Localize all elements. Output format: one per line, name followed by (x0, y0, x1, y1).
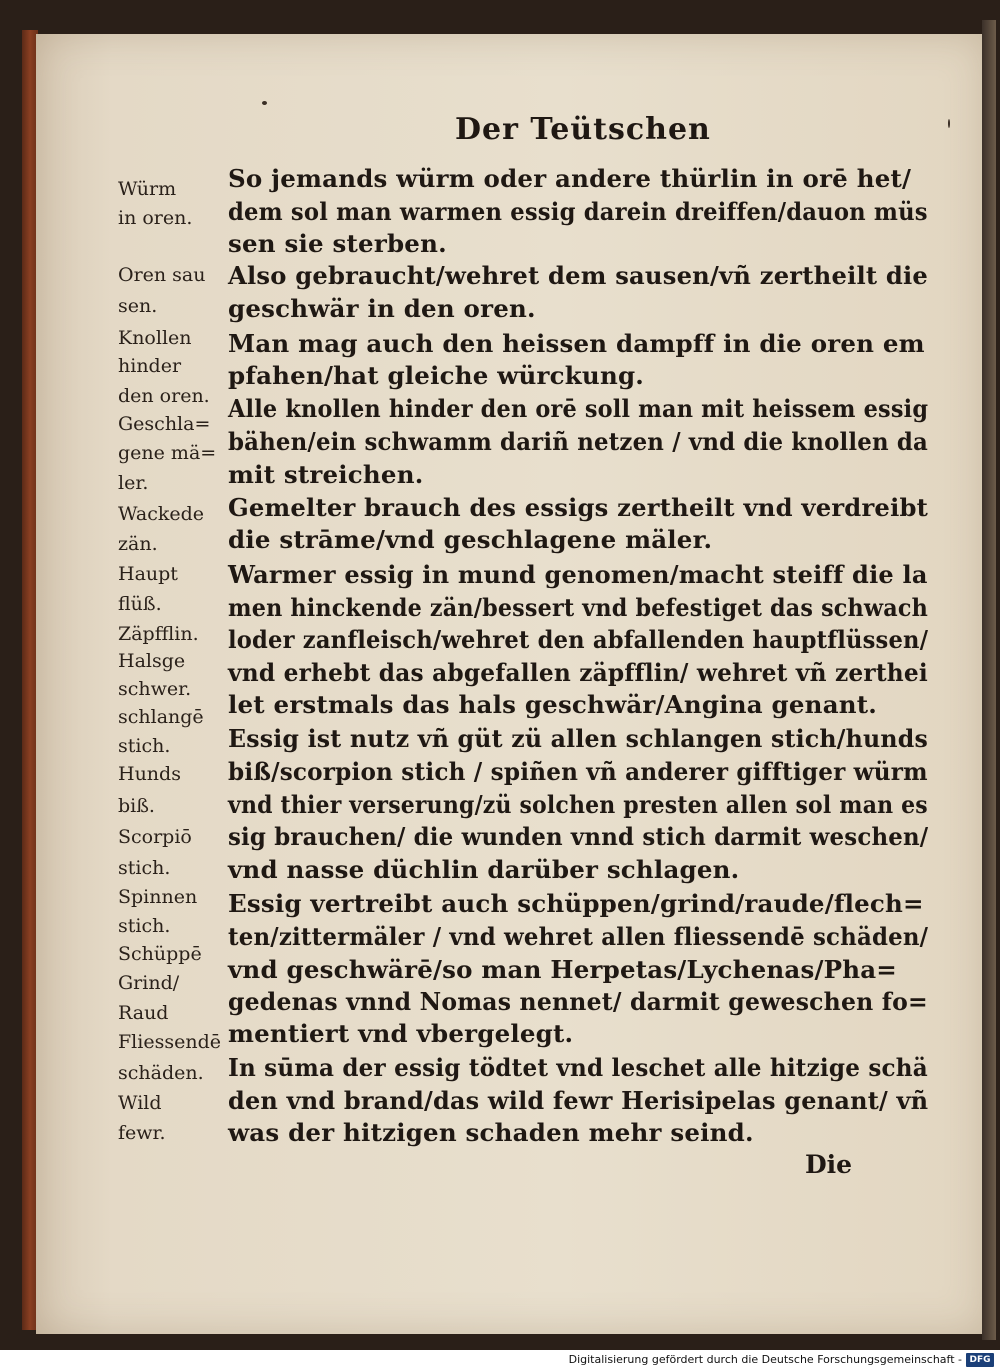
margin-note: schlangē (118, 706, 204, 728)
text-line: was der hitzigen schaden mehr seind. (228, 1118, 754, 1147)
text-line: den vnd brand/das wild fewr Herisipelas genant/ vñ (228, 1086, 929, 1115)
margin-note: sen. (118, 295, 158, 317)
margin-note: fewr. (118, 1122, 166, 1144)
margin-note: Oren sau (118, 264, 206, 286)
margin-note: Hunds (118, 763, 181, 785)
margin-note: stich. (118, 915, 171, 937)
margin-note: flüß. (118, 593, 162, 615)
margin-note: schäden. (118, 1062, 204, 1084)
ink-speck (948, 119, 950, 128)
text-line: loder zanfleisch/wehret den abfallenden hauptflüssen/ (228, 625, 929, 654)
margin-note: Knollen (118, 327, 192, 349)
text-line: Essig vertreibt auch schüppen/grind/raude/flech= (228, 889, 924, 918)
margin-note: Grind/ (118, 972, 180, 994)
margin-note: Geschla= (118, 413, 211, 435)
margin-note: Schüppē (118, 943, 202, 965)
funding-credit: Digitalisierung gefördert durch die Deutsche Forschungsgemeinschaft - (568, 1353, 962, 1366)
margin-note: ler. (118, 472, 149, 494)
digitization-footer (0, 1350, 1000, 1371)
margin-note: gene mä= (118, 442, 217, 464)
text-line: Gemelter brauch des essigs zertheilt vnd verdreibt (228, 493, 929, 522)
text-line: Warmer essig in mund genomen/macht steiff die la (228, 560, 928, 589)
text-line: sig brauchen/ die wunden vnnd stich darmit weschen/ (228, 822, 929, 851)
text-line: mit streichen. (228, 460, 424, 489)
margin-note: stich. (118, 735, 171, 757)
text-line: sen sie sterben. (228, 229, 447, 258)
page-stack-edge (982, 20, 996, 1340)
ink-speck (262, 101, 267, 105)
margin-note: Raud (118, 1002, 169, 1024)
margin-note: in oren. (118, 207, 193, 229)
margin-note: Fliessendē (118, 1031, 221, 1053)
text-line: geschwär in den oren. (228, 294, 536, 323)
catchword: Die (805, 1150, 853, 1179)
text-line: biß/scorpion stich / spiñen vñ anderer gifftiger würm (228, 757, 928, 786)
margin-note: hinder (118, 355, 182, 377)
text-line: gedenas vnnd Nomas nennet/ darmit geweschen fo= (228, 987, 928, 1016)
text-line: Essig ist nutz vñ güt zü allen schlangen stich/hunds (228, 724, 929, 753)
text-line: die strāme/vnd geschlagene mäler. (228, 525, 713, 554)
text-line: ten/zittermäler / vnd wehret allen fliessendē schäden/ (228, 922, 929, 951)
text-line: dem sol man warmen essig darein dreiffen/dauon müs (228, 197, 928, 226)
margin-note: Spinnen (118, 886, 198, 908)
margin-note: Würm (118, 178, 177, 200)
text-line: men hinckende zän/bessert vnd befestiget das schwach (228, 593, 929, 622)
running-head: Der Teütschen (455, 112, 711, 147)
text-line: vnd geschwärē/so man Herpetas/Lychenas/Pha= (228, 955, 898, 984)
text-line: Also gebraucht/wehret dem sausen/vñ zertheilt die (228, 261, 929, 290)
text-line: So jemands würm oder andere thürlin in orē het/ (228, 164, 912, 193)
margin-note: Zäpfflin. (118, 623, 199, 645)
margin-note: Wild (118, 1092, 162, 1114)
text-line: Alle knollen hinder den orē soll man mit heissem essig (228, 394, 929, 423)
text-line: Man mag auch den heissen dampff in die oren em (228, 329, 925, 358)
margin-note: Haupt (118, 563, 178, 585)
margin-note: Halsge (118, 650, 186, 672)
margin-note: Wackede (118, 503, 205, 525)
margin-note: schwer. (118, 678, 192, 700)
text-line: vnd nasse düchlin darüber schlagen. (228, 855, 740, 884)
text-line: vnd erhebt das abgefallen zäpfflin/ wehret vñ zerthei (228, 658, 928, 687)
text-line: let erstmals das hals geschwär/Angina genant. (228, 690, 878, 719)
dfg-logo[interactable]: DFG (966, 1353, 994, 1367)
text-line: pfahen/hat gleiche würckung. (228, 361, 645, 390)
margin-note: zän. (118, 533, 158, 555)
text-line: mentiert vnd vbergelegt. (228, 1019, 574, 1048)
text-line: vnd thier verserung/zü solchen presten allen sol man es (228, 790, 928, 819)
text-line: In sūma der essig tödtet vnd leschet alle hitzige schä (228, 1053, 928, 1082)
margin-note: biß. (118, 795, 155, 817)
margin-note: stich. (118, 857, 171, 879)
text-line: bähen/ein schwamm dariñ netzen / vnd die knollen da (228, 427, 929, 456)
margin-note: Scorpiō (118, 826, 192, 848)
margin-note: den oren. (118, 385, 210, 407)
